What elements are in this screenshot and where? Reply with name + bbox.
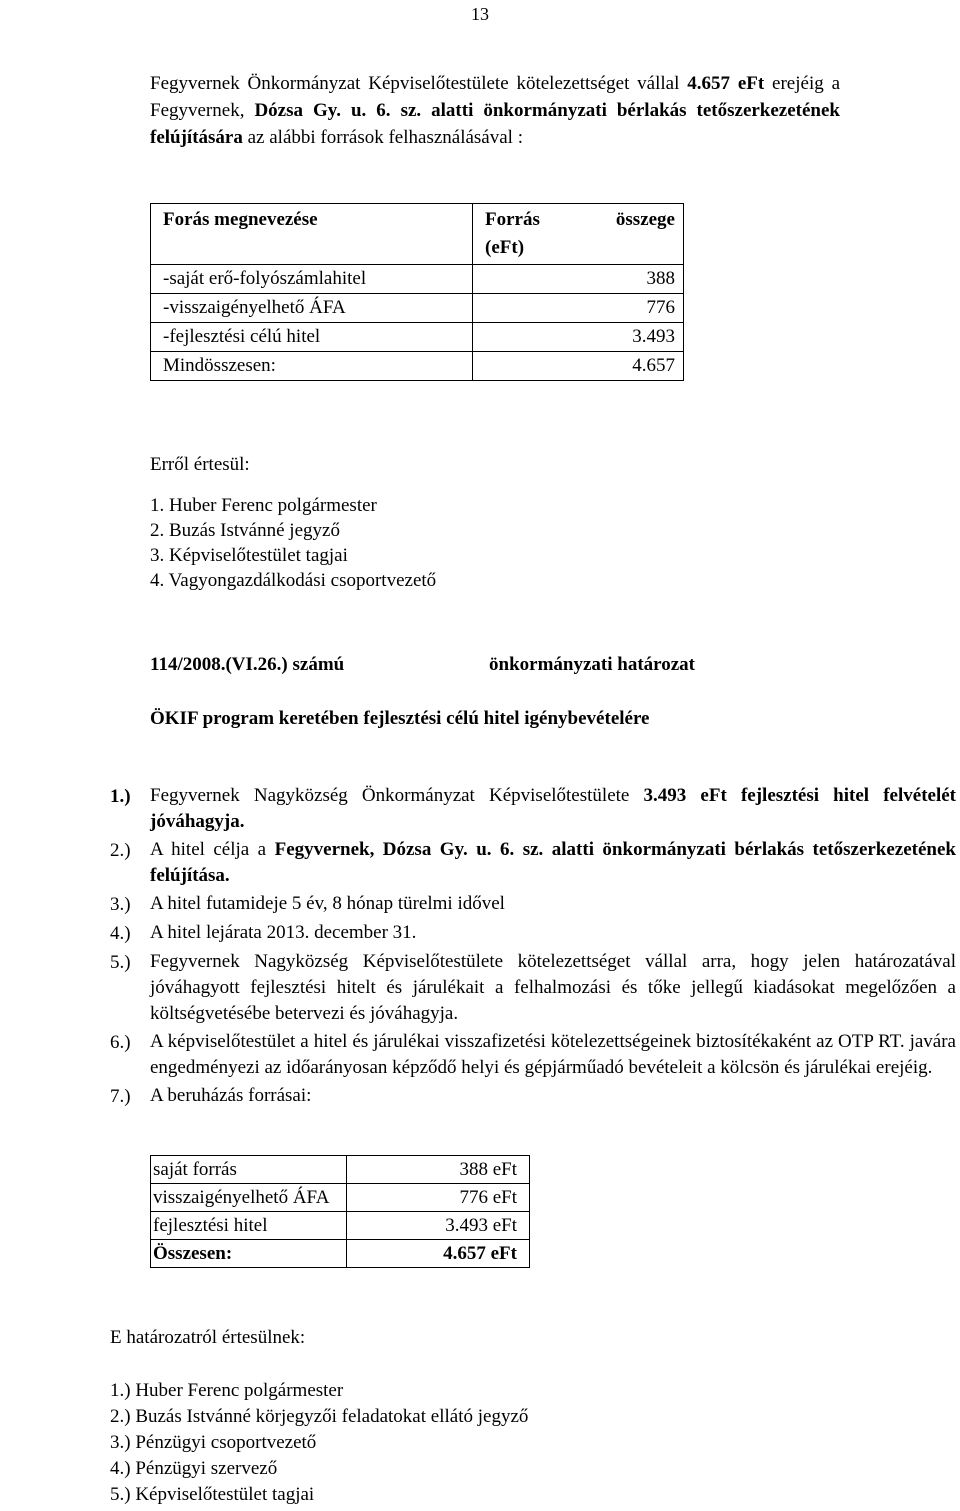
source-row-value: 776 bbox=[473, 294, 684, 323]
page-number: 13 bbox=[471, 4, 489, 24]
list-item: 3.) Pénzügyi csoportvezető bbox=[110, 1432, 317, 1453]
invest-row-label: visszaigényelhető ÁFA bbox=[151, 1184, 347, 1212]
decree-number: 114/2008.(VI.26.) számú bbox=[150, 654, 345, 675]
list-item: 1.) Fegyvernek Nagyközség Önkormányzat Képviselőtestülete 3.493 eFt fejlesztési hitel felvételét jóváhagyja. bbox=[110, 785, 956, 832]
source-header-amount: Forrás összege (eFt) bbox=[473, 204, 684, 265]
list-item: 3.) A hitel futamideje 5 év, 8 hónap türelmi idővel bbox=[110, 893, 505, 915]
investment-table bbox=[150, 1155, 530, 1268]
table-row bbox=[151, 1156, 530, 1184]
invest-row-value: 776 eFt bbox=[347, 1184, 530, 1212]
list-item: 7.) A beruházás forrásai: bbox=[110, 1085, 312, 1107]
invest-row-value: 388 eFt bbox=[347, 1156, 530, 1184]
invest-total-value: 4.657 eFt bbox=[347, 1240, 530, 1268]
list-item: 1. Huber Ferenc polgármester bbox=[150, 495, 377, 516]
invest-total-label: Összesen: bbox=[151, 1240, 347, 1268]
list-item: 1.) Huber Ferenc polgármester bbox=[110, 1380, 344, 1401]
source-total-row bbox=[151, 352, 684, 381]
list-item: 5.) Képviselőtestület tagjai bbox=[110, 1484, 315, 1505]
source-row-value: 3.493 bbox=[473, 323, 684, 352]
list-item: 6.) A képviselőtestület a hitel és járulékai visszafizetési kötelezettségeinek biztosítékaként az OTP RT. javára engedményezi az időarányosan képződő helyi és gépjárműadó bevételeit a kölcsön és járulékai erejéig. bbox=[110, 1031, 956, 1078]
list-item: 2.) A hitel célja a Fegyvernek, Dózsa Gy. u. 6. sz. alatti önkormányzati bérlakás tetőszerkezetének felújítása. bbox=[110, 839, 957, 886]
intro-paragraph: Fegyvernek Önkormányzat Képviselőtestülete kötelezettséget vállal 4.657 eFt erejéig a Fegyvernek, Dózsa Gy. u. 6. sz. alatti önkormányzati bérlakás tetőszerkezetének felújítására az alábbi források felhasználásával : bbox=[150, 73, 840, 148]
source-header-name: Forás megnevezése bbox=[151, 204, 473, 265]
list-item: 4. Vagyongazdálkodási csoportvezető bbox=[150, 570, 437, 591]
source-row-label: -visszaigényelhető ÁFA bbox=[151, 294, 473, 323]
list-item: 2. Buzás Istvánné jegyző bbox=[150, 520, 340, 541]
invest-total-row bbox=[151, 1240, 530, 1268]
decree-items bbox=[110, 783, 956, 1112]
list-item: 4.) A hitel lejárata 2013. december 31. bbox=[110, 922, 417, 944]
source-row-label: -fejlesztési célú hitel bbox=[151, 323, 473, 352]
notify-title: Erről értesül: bbox=[150, 454, 250, 475]
table-row bbox=[151, 294, 684, 323]
notify-title-2: E határozatról értesülnek: bbox=[110, 1327, 306, 1348]
invest-row-value: 3.493 eFt bbox=[347, 1212, 530, 1240]
notify-list-1 bbox=[150, 452, 650, 593]
list-item: 5.) Fegyvernek Nagyközség Képviselőtestülete kötelezettséget vállal arra, hogy jelen határozatával jóváhagyott fejlesztési hitelt és járulékait a felhalmozási és tőke jellegű kiadásokat megelőzően a költségvetésébe betervezi és jóváhagyja. bbox=[110, 951, 956, 1024]
source-row-label: -saját erő-folyószámlahitel bbox=[151, 265, 473, 294]
list-item: 3. Képviselőtestület tagjai bbox=[150, 545, 348, 566]
invest-row-label: saját forrás bbox=[151, 1156, 347, 1184]
table-row bbox=[151, 1184, 530, 1212]
list-item: 2.) Buzás Istvánné körjegyzői feladatokat ellátó jegyző bbox=[110, 1406, 529, 1427]
source-total-value: 4.657 bbox=[473, 352, 684, 381]
notify-list-2 bbox=[110, 1378, 528, 1508]
source-row-value: 388 bbox=[473, 265, 684, 294]
invest-row-label: fejlesztési hitel bbox=[151, 1212, 347, 1240]
table-row bbox=[151, 1212, 530, 1240]
table-row bbox=[151, 323, 684, 352]
table-row bbox=[151, 265, 684, 294]
source-total-label: Mindösszesen: bbox=[151, 352, 473, 381]
decree-type: önkormányzati határozat bbox=[489, 654, 695, 675]
source-table bbox=[150, 203, 684, 381]
list-item: 4.) Pénzügyi szervező bbox=[110, 1458, 278, 1479]
decree-subject: ÖKIF program keretében fejlesztési célú hitel igénybevételére bbox=[150, 708, 650, 729]
source-table-header bbox=[151, 204, 684, 265]
